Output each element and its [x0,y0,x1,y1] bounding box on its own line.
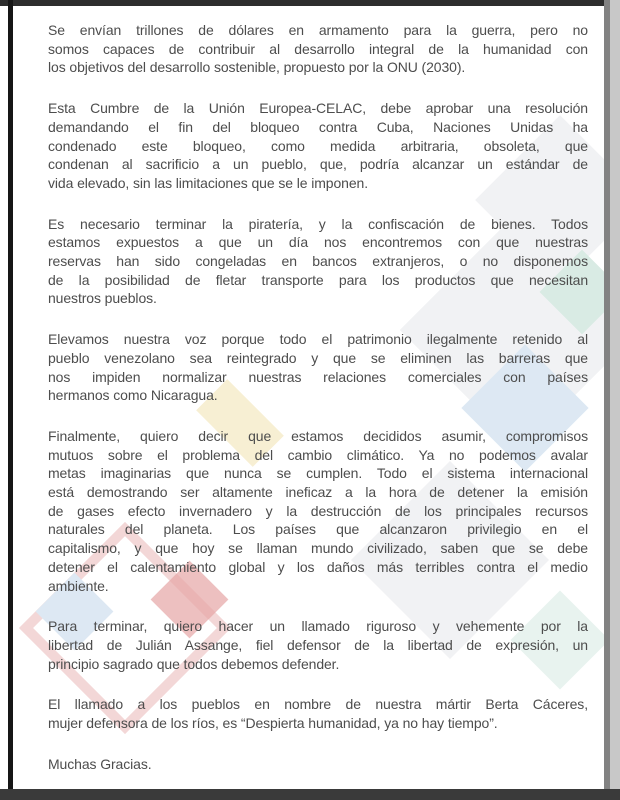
text-line: Se envían trillones de dólares en armamento para la guerra, pero no [48,22,588,38]
text-line: nuestros pueblos. [48,290,157,307]
page-border-left [8,0,13,800]
text-line: somos capaces de contribuir al desarrollo integral de la humanidad con [48,40,588,57]
document-body [48,0,588,796]
text-line: Esta Cumbre de la Unión Europea-CELAC, debe aprobar una resolución [48,100,588,117]
paragraph [48,755,588,774]
paragraph [48,21,588,77]
text-line: de la posibilidad de fletar transporte para los productos que necesitan [48,271,588,288]
paragraph [48,695,588,732]
text-line: Muchas Gracias. [48,755,152,772]
text-line: ambiente. [48,577,109,594]
text-line: demandando el fin del bloqueo contra Cuba, Naciones Unidas ha [48,118,588,135]
text-line: los objetivos del desarrollo sostenible, propuesto por la ONU (2030). [48,59,466,76]
text-line: hermanos como Nicaragua. [48,387,218,404]
paragraph [48,427,588,595]
text-line: naturales del planeta. Los países que alcanzaron privilegio en el [48,521,588,538]
text-line: estamos expuestos a que un día nos encontremos con que nuestras [48,234,588,251]
text-line: pueblo venezolano sea reintegrado y que se eliminen las barreras que [48,349,588,366]
text-line: condenado este bloqueo, como medida arbitraria, obsoleta, que [48,137,588,154]
text-line: El llamado a los pueblos en nombre de nuestra mártir Berta Cáceres, [48,696,588,713]
text-line: de gases efecto invernadero y la destrucción de los principales recursos [48,502,588,519]
text-line: vida elevado, sin las limitaciones que se le imponen. [48,174,368,191]
paragraph [48,617,588,673]
paragraph [48,330,588,405]
text-line: mutuos sobre el problema del cambio climático. Ya no podemos avalar [48,446,588,463]
text-line: condenan al sacrificio a un pueblo, que, podría alcanzar un estándar de [48,156,588,173]
page-edge-right [610,0,620,800]
text-line: reservas han sido congeladas en bancos extranjeros, o no disponemos [48,253,588,270]
page-border-bottom [0,789,620,800]
text-line: Es necesario terminar la piratería, y la confiscación de bienes. Todos [48,215,588,232]
text-line: Elevamos nuestra voz porque todo el patrimonio ilegalmente retenido al [48,331,588,348]
text-line: Finalmente, quiero decir que estamos decididos asumir, compromisos [48,427,588,444]
text-line: libertad de Julián Assange, fiel defensor de la libertad de expresión, un [48,636,588,653]
text-line: metas imaginarias que nunca se cumplen. Todo el sistema internacional [48,465,588,482]
paragraph [48,99,588,193]
paragraph [48,215,588,309]
text-line: capitalismo, y que hoy se llaman mundo civilizado, saben que se debe [48,540,588,557]
text-line: nos impiden normalizar nuestras relaciones comerciales con países [48,368,588,385]
text-line: está demostrando ser altamente ineficaz a la hora de detener la emisión [48,484,588,501]
text-line: detener el calentamiento global y los daños más terribles contra el medio [48,558,588,575]
text-line: mujer defensora de los ríos, es “Despierta humanidad, ya no hay tiempo”. [48,715,498,732]
page-border-top [0,0,620,6]
text-line: principio sagrado que todos debemos defender. [48,655,340,672]
text-line: Para terminar, quiero hacer un llamado riguroso y vehemente por la [48,618,588,635]
